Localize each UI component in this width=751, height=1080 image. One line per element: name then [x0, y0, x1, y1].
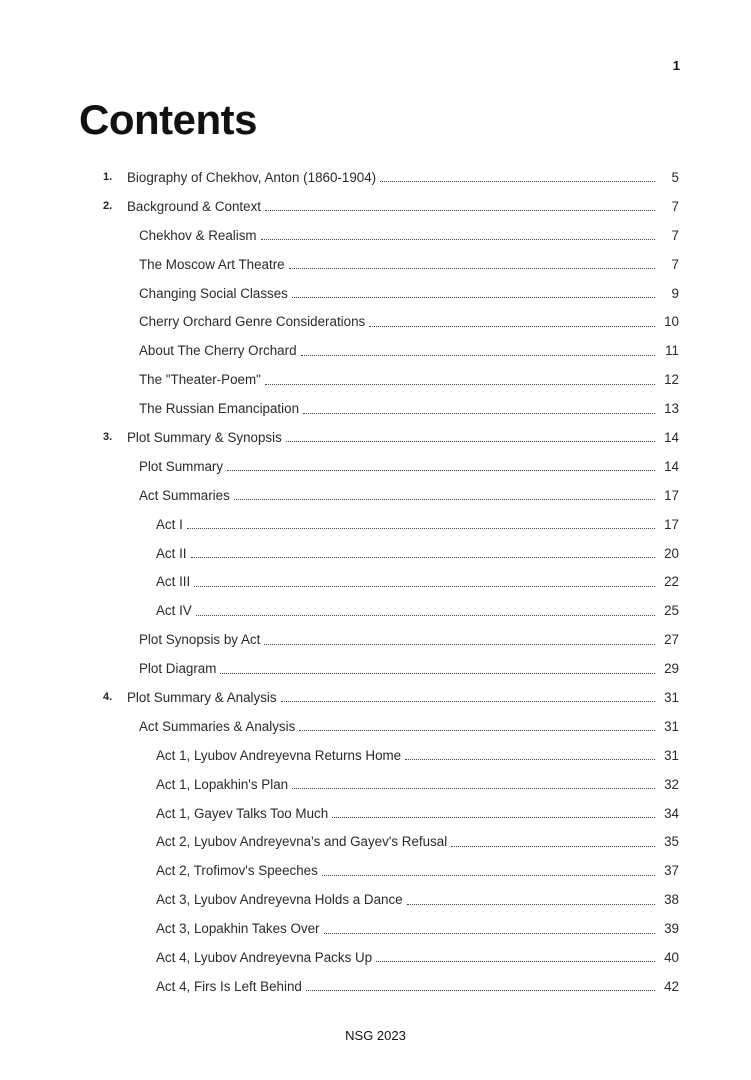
- dot-leader: [303, 412, 655, 414]
- toc-entry-title: Act III: [156, 574, 191, 590]
- toc-page-number: 38: [664, 892, 679, 908]
- dot-leader: [306, 989, 655, 991]
- dot-leader: [191, 556, 655, 558]
- toc-entry-subsubsection[interactable]: [0, 827, 751, 856]
- toc-entry-subsection[interactable]: [0, 481, 751, 510]
- dot-leader: [369, 325, 655, 327]
- toc-entry-title: Plot Summary: [139, 458, 224, 474]
- toc-entry-subsection[interactable]: [0, 221, 751, 250]
- toc-page-number: 34: [664, 805, 679, 821]
- toc-entry-subsubsection[interactable]: [0, 856, 751, 885]
- toc-entry-title: About The Cherry Orchard: [139, 343, 297, 359]
- dot-leader: [292, 787, 655, 789]
- dot-leader: [281, 700, 655, 702]
- dot-leader: [322, 874, 655, 876]
- toc-entry-title: Act Summaries: [139, 487, 230, 503]
- toc-entry-subsection[interactable]: [0, 279, 751, 308]
- toc-section-number: 4.: [103, 691, 113, 704]
- toc-entry-subsection[interactable]: [0, 250, 751, 279]
- table-of-contents: [0, 163, 751, 1001]
- dot-leader: [264, 643, 655, 645]
- toc-entry-title: Chekhov & Realism: [139, 227, 257, 243]
- toc-page-number: 37: [664, 863, 679, 879]
- dot-leader: [380, 180, 655, 182]
- toc-page-number: 25: [664, 603, 679, 619]
- toc-page-number: 31: [664, 689, 679, 705]
- toc-entry-title: Changing Social Classes: [139, 285, 288, 301]
- toc-entry-title: Act 3, Lyubov Andreyevna Holds a Dance: [156, 892, 403, 908]
- dot-leader: [194, 585, 655, 587]
- dot-leader: [286, 440, 655, 442]
- toc-entry-subsubsection[interactable]: [0, 741, 751, 770]
- toc-entry-title: Act 4, Firs Is Left Behind: [156, 978, 302, 994]
- toc-entry-title: Act Summaries & Analysis: [139, 718, 296, 734]
- dot-leader: [187, 527, 655, 529]
- toc-page-number: 14: [664, 458, 679, 474]
- toc-entry-title: The "Theater-Poem": [139, 372, 261, 388]
- toc-entry-subsection[interactable]: [0, 394, 751, 423]
- dot-leader: [407, 903, 655, 905]
- page-footer: NSG 2023: [345, 1028, 406, 1043]
- toc-entry-title: Act I: [156, 516, 183, 532]
- toc-entry-subsubsection[interactable]: [0, 770, 751, 799]
- toc-entry-title: Plot Diagram: [139, 661, 217, 677]
- toc-entry-title: Act IV: [156, 603, 192, 619]
- dot-leader: [376, 960, 655, 962]
- toc-section-number: 3.: [103, 431, 113, 444]
- toc-page-number: 29: [664, 661, 679, 677]
- toc-page-number: 39: [664, 921, 679, 937]
- toc-page-number: 31: [664, 718, 679, 734]
- dot-leader: [451, 845, 655, 847]
- dot-leader: [220, 672, 655, 674]
- toc-page-number: 10: [664, 314, 679, 330]
- toc-page-number: 40: [664, 949, 679, 965]
- toc-page-number: 17: [664, 516, 679, 532]
- toc-entry-subsection[interactable]: [0, 712, 751, 741]
- toc-page-number: 14: [664, 429, 679, 445]
- toc-page-number: 22: [664, 574, 679, 590]
- toc-entry-title: Plot Summary & Analysis: [127, 689, 277, 705]
- dot-leader: [292, 296, 655, 298]
- toc-entry-subsubsection[interactable]: [0, 943, 751, 972]
- toc-entry-subsection[interactable]: [0, 654, 751, 683]
- toc-section-number: 2.: [103, 200, 113, 213]
- toc-entry-title: Background & Context: [127, 198, 261, 214]
- toc-entry-subsubsection[interactable]: [0, 510, 751, 539]
- toc-entry-subsection[interactable]: [0, 452, 751, 481]
- dot-leader: [324, 932, 655, 934]
- toc-page-number: 35: [664, 834, 679, 850]
- toc-entry-title: Cherry Orchard Genre Considerations: [139, 314, 366, 330]
- toc-page-number: 12: [664, 372, 679, 388]
- toc-entry-section-1[interactable]: [0, 163, 751, 192]
- dot-leader: [234, 498, 655, 500]
- toc-page-number: 7: [671, 198, 679, 214]
- toc-page-number: 17: [664, 487, 679, 503]
- toc-entry-subsubsection[interactable]: [0, 914, 751, 943]
- page-title: Contents: [79, 96, 257, 143]
- toc-section-number: 1.: [103, 171, 113, 184]
- toc-page-number: 7: [671, 256, 679, 272]
- toc-entry-section-4[interactable]: [0, 683, 751, 712]
- toc-page-number: 7: [671, 227, 679, 243]
- toc-entry-section-2[interactable]: [0, 192, 751, 221]
- toc-entry-subsection[interactable]: [0, 365, 751, 394]
- toc-entry-title: Plot Synopsis by Act: [139, 632, 261, 648]
- toc-page-number: 5: [671, 169, 679, 185]
- toc-page-number: 13: [664, 401, 679, 417]
- toc-entry-title: Act 2, Trofimov's Speeches: [156, 863, 318, 879]
- dot-leader: [196, 614, 655, 616]
- toc-entry-title: Act 3, Lopakhin Takes Over: [156, 921, 320, 937]
- toc-entry-title: The Moscow Art Theatre: [139, 256, 285, 272]
- toc-entry-subsection[interactable]: [0, 307, 751, 336]
- toc-page-number: 20: [664, 545, 679, 561]
- toc-entry-title: Act 4, Lyubov Andreyevna Packs Up: [156, 949, 373, 965]
- toc-entry-subsubsection[interactable]: [0, 567, 751, 596]
- toc-entry-section-3[interactable]: [0, 423, 751, 452]
- toc-page-number: 27: [664, 632, 679, 648]
- dot-leader: [265, 383, 655, 385]
- toc-entry-title: Biography of Chekhov, Anton (1860-1904): [127, 169, 377, 185]
- toc-entry-subsection[interactable]: [0, 336, 751, 365]
- toc-entry-subsection[interactable]: [0, 625, 751, 654]
- toc-page-number: 42: [664, 978, 679, 994]
- dot-leader: [299, 729, 655, 731]
- toc-entry-subsubsection[interactable]: [0, 539, 751, 568]
- toc-page-number: 31: [664, 747, 679, 763]
- toc-page-number: 11: [665, 343, 679, 359]
- dot-leader: [332, 816, 655, 818]
- toc-entry-title: Act II: [156, 545, 187, 561]
- dot-leader: [289, 267, 655, 269]
- toc-entry-subsubsection[interactable]: [0, 596, 751, 625]
- dot-leader: [301, 354, 655, 356]
- dot-leader: [261, 238, 655, 240]
- toc-entry-subsubsection[interactable]: [0, 799, 751, 828]
- toc-page-number: 32: [664, 776, 679, 792]
- toc-entry-title: Plot Summary & Synopsis: [127, 429, 282, 445]
- toc-entry-subsubsection[interactable]: [0, 972, 751, 1001]
- toc-entry-title: Act 1, Lyubov Andreyevna Returns Home: [156, 747, 402, 763]
- toc-entry-title: Act 2, Lyubov Andreyevna's and Gayev's Refusal: [156, 834, 448, 850]
- toc-entry-title: Act 1, Lopakhin's Plan: [156, 776, 289, 792]
- dot-leader: [265, 209, 655, 211]
- dot-leader: [405, 758, 655, 760]
- dot-leader: [227, 469, 655, 471]
- toc-entry-subsubsection[interactable]: [0, 885, 751, 914]
- toc-entry-title: The Russian Emancipation: [139, 401, 300, 417]
- page-number: 1: [672, 58, 680, 73]
- toc-entry-title: Act 1, Gayev Talks Too Much: [156, 805, 329, 821]
- toc-page-number: 9: [671, 285, 679, 301]
